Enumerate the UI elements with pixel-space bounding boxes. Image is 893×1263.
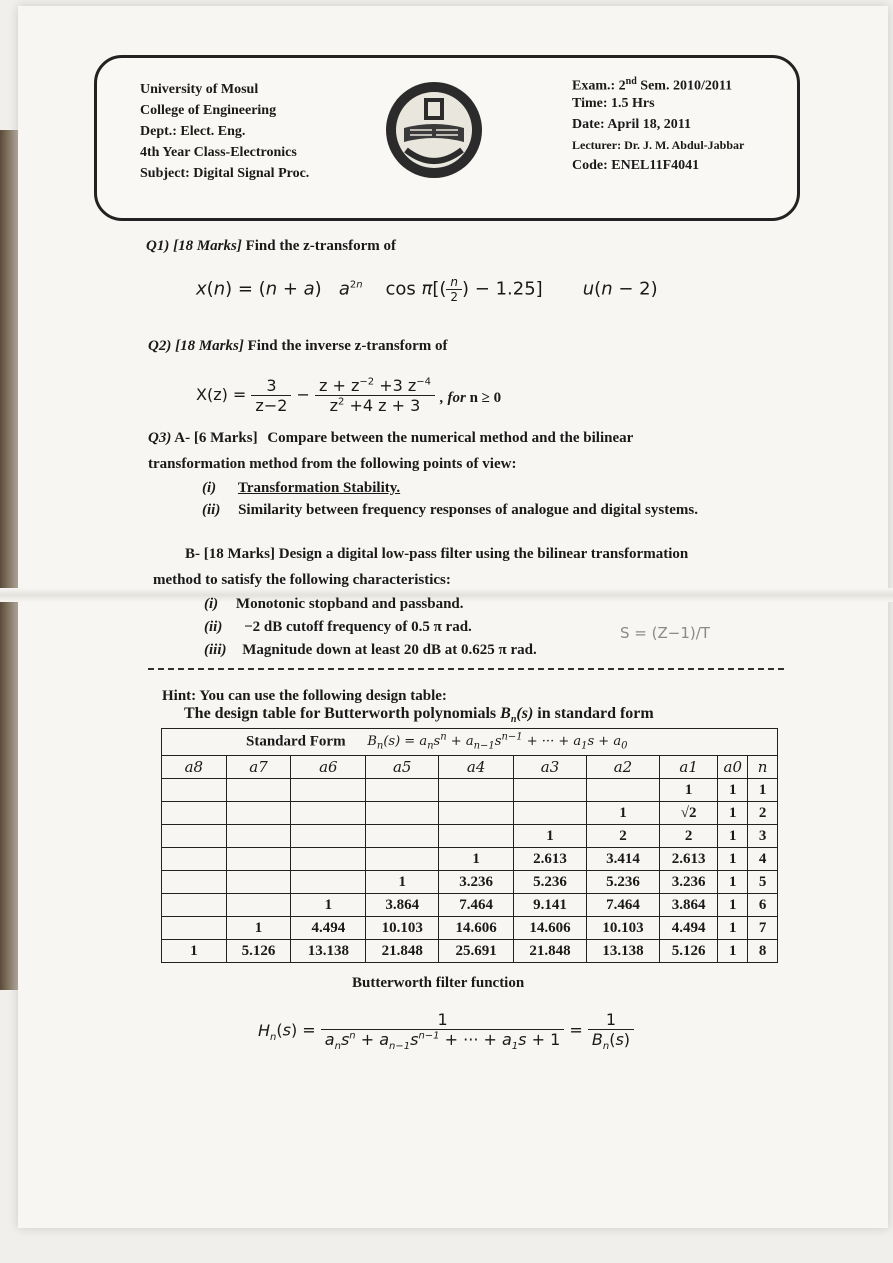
table-cell <box>439 825 514 848</box>
table-cell: 10.103 <box>366 917 439 940</box>
table-cell: 6 <box>748 894 778 917</box>
table-cell <box>162 802 227 825</box>
table-cell: 3 <box>748 825 778 848</box>
table-row <box>162 779 778 802</box>
table-title: The design table for Butterworth polynomials $B_n(s)$ in standard form <box>184 705 654 726</box>
table-cell: 21.848 <box>514 940 587 963</box>
standard-form-equation: $B_n(s) = a_ns^n + a_{n-1}s^{n-1}$ + ··· + $a_1s + a_0$ <box>367 732 628 752</box>
table-cell <box>366 779 439 802</box>
table-cell: 3.236 <box>439 871 514 894</box>
dashed-divider <box>148 668 784 670</box>
table-cell: 5.236 <box>587 871 660 894</box>
table-cell <box>226 848 291 871</box>
table-cell: 5.126 <box>659 940 718 963</box>
q1-heading <box>146 238 396 255</box>
q2-equation: X(z) = $\frac{3}{z-2}$ − $\frac{z + z^{-2} +3 z^{-4}}{z^2 +4 z + 3}$ <box>196 376 435 415</box>
table-cell <box>291 802 366 825</box>
q3a-text1: Compare between the numerical method and the bilinear <box>267 430 634 446</box>
q3a-item-2 <box>202 502 698 519</box>
q3a-item-2-text: Similarity between frequency responses of analogue and digital systems. <box>238 502 698 518</box>
university-seal-icon <box>384 80 484 180</box>
column-header: a4 <box>439 756 514 779</box>
table-cell <box>162 871 227 894</box>
table-cell: 13.138 <box>291 940 366 963</box>
q1-marks: [18 Marks] <box>173 238 242 254</box>
header-department: Dept.: Elect. Eng. <box>140 124 246 139</box>
table-cell: 7 <box>748 917 778 940</box>
q3a-heading <box>148 430 633 447</box>
table-cell: 7.464 <box>439 894 514 917</box>
table-cell: 21.848 <box>366 940 439 963</box>
column-header: a2 <box>587 756 660 779</box>
table-cell: 2 <box>587 825 660 848</box>
table-cell: 5 <box>748 871 778 894</box>
q3a-item-1 <box>202 480 400 497</box>
table-header-row <box>162 756 778 779</box>
table-cell: 1 <box>718 940 748 963</box>
table-cell: 1 <box>718 894 748 917</box>
table-cell: 1 <box>718 871 748 894</box>
column-header: a5 <box>366 756 439 779</box>
table-cell <box>439 802 514 825</box>
q2-label: Q2) <box>148 338 172 354</box>
table-cell <box>226 802 291 825</box>
table-cell: 4.494 <box>659 917 718 940</box>
q1-equation: x(n) = (n + a) $a^{2n}$ cos π[( $\frac{n}{2}$ ) − 1.25] u(n − 2) <box>196 275 658 304</box>
q3b-item-3-text: Magnitude down at least 20 dB at 0.625 π rad. <box>242 642 537 658</box>
table-cell: 1 <box>226 917 291 940</box>
header-code: Code: ENEL11F4041 <box>572 158 700 173</box>
table-cell: 13.138 <box>587 940 660 963</box>
q3b-item-3 <box>204 642 537 659</box>
q1-label: Q1) <box>146 238 170 254</box>
table-cell: 2 <box>659 825 718 848</box>
table-cell: 1 <box>718 917 748 940</box>
table-row <box>162 871 778 894</box>
q2-marks: [18 Marks] <box>175 338 244 354</box>
table-cell <box>291 779 366 802</box>
table-cell: 1 <box>659 779 718 802</box>
q2-condition: , for n ≥ 0 <box>440 390 502 406</box>
q3a-item-1-num: (i) <box>202 480 217 496</box>
column-header: a1 <box>659 756 718 779</box>
table-row <box>162 940 778 963</box>
table-cell: 1 <box>718 848 748 871</box>
table-cell: 5.236 <box>514 871 587 894</box>
table-cell <box>439 779 514 802</box>
q3b-item-3-num: (iii) <box>204 642 227 658</box>
table-cell: 3.864 <box>366 894 439 917</box>
q2-text: Find the inverse z-transform of <box>247 338 448 354</box>
filter-function-label: Butterworth filter function <box>352 975 525 991</box>
q3a-marks: A- [6 Marks] <box>174 430 258 446</box>
q3b-item-2-text: −2 dB cutoff frequency of 0.5 π rad. <box>244 619 472 635</box>
table-cell: 9.141 <box>514 894 587 917</box>
column-header: a6 <box>291 756 366 779</box>
table-cell: 1 <box>291 894 366 917</box>
table-cell <box>162 848 227 871</box>
table-cell: 1 <box>587 802 660 825</box>
table-cell <box>226 825 291 848</box>
table-cell <box>226 779 291 802</box>
q3b-item-1-num: (i) <box>204 596 219 612</box>
table-cell: 7.464 <box>587 894 660 917</box>
column-header: a0 <box>718 756 748 779</box>
column-header: a7 <box>226 756 291 779</box>
table-cell <box>366 802 439 825</box>
table-cell <box>226 871 291 894</box>
table-cell <box>226 894 291 917</box>
table-cell <box>162 779 227 802</box>
table-body <box>162 779 778 963</box>
column-header: n <box>748 756 778 779</box>
table-cell: 4.494 <box>291 917 366 940</box>
table-cell: 3.236 <box>659 871 718 894</box>
q3-label: Q3) <box>148 430 172 446</box>
q3b-text2: method to satisfy the following characteristics: <box>153 572 451 588</box>
table-cell: 3.414 <box>587 848 660 871</box>
table-row <box>162 825 778 848</box>
butterworth-table <box>161 728 778 963</box>
table-cell: 2.613 <box>659 848 718 871</box>
table-cell <box>291 848 366 871</box>
table-row <box>162 917 778 940</box>
table-cell: 1 <box>718 802 748 825</box>
q1-text: Find the z-transform of <box>245 238 396 254</box>
table-cell <box>366 848 439 871</box>
header-class: 4th Year Class-Electronics <box>140 145 297 160</box>
q3a-item-1-text: Transformation Stability. <box>237 480 401 496</box>
table-cell <box>291 825 366 848</box>
header-university: University of Mosul <box>140 82 259 97</box>
pencil-annotation: S = (Z−1)/T <box>620 624 710 642</box>
header-lecturer: Lecturer: Dr. J. M. Abdul-Jabbar <box>572 138 745 152</box>
table-cell: 1 <box>162 940 227 963</box>
header-date: Date: April 18, 2011 <box>572 117 691 132</box>
q3b-marks: B- [18 Marks] <box>185 546 275 562</box>
table-cell: 1 <box>718 779 748 802</box>
q3b-text1: Design a digital low-pass filter using the bilinear transformation <box>278 546 689 562</box>
header-subject: Subject: Digital Signal Proc. <box>140 166 310 181</box>
table-cell <box>162 825 227 848</box>
table-cell: 5.126 <box>226 940 291 963</box>
table-cell <box>514 779 587 802</box>
q3a-item-2-num: (ii) <box>202 502 221 518</box>
hint-text: Hint: You can use the following design table: <box>162 688 447 704</box>
table-cell: 25.691 <box>439 940 514 963</box>
q3b-item-2-num: (ii) <box>204 619 223 635</box>
table-cell: 1 <box>439 848 514 871</box>
table-cell <box>366 825 439 848</box>
table-cell <box>291 871 366 894</box>
column-header: a8 <box>162 756 227 779</box>
table-cell <box>162 917 227 940</box>
q3b-item-1 <box>204 596 464 613</box>
column-header: a3 <box>514 756 587 779</box>
table-row <box>162 894 778 917</box>
q3b-item-1-text: Monotonic stopband and passband. <box>235 596 464 612</box>
header-exam: Exam.: 2nd Sem. 2010/2011 <box>572 76 733 94</box>
filter-equation: $H_n(s)$ = $\frac{1}{a_ns^n + a_{n-1}s^{n-1} + \cdot\cdot\cdot + a_1s + 1}$ = $\frac{1}{B_n(s)}$ <box>258 1010 634 1052</box>
table-cell: 8 <box>748 940 778 963</box>
table-cell: 14.606 <box>439 917 514 940</box>
standard-form-label: Standard Form <box>246 733 346 750</box>
q3b-heading <box>185 546 688 563</box>
q2-heading <box>148 338 448 355</box>
table-cell: 2.613 <box>514 848 587 871</box>
table-cell <box>162 894 227 917</box>
header-time: Time: 1.5 Hrs <box>572 96 655 111</box>
table-cell: 1 <box>718 825 748 848</box>
table-cell: 4 <box>748 848 778 871</box>
table-row <box>162 729 778 756</box>
table-cell: 1 <box>514 825 587 848</box>
table-cell: 14.606 <box>514 917 587 940</box>
table-row <box>162 848 778 871</box>
table-cell: 2 <box>748 802 778 825</box>
table-cell <box>514 802 587 825</box>
table-cell: 10.103 <box>587 917 660 940</box>
table-cell: 1 <box>748 779 778 802</box>
table-cell: 3.864 <box>659 894 718 917</box>
table-cell: √2 <box>659 802 718 825</box>
header-college: College of Engineering <box>140 103 277 118</box>
q3a-text2: transformation method from the following points of view: <box>148 456 517 472</box>
q3b-item-2 <box>204 619 472 636</box>
standard-form-cell <box>162 729 778 756</box>
table-cell: 1 <box>366 871 439 894</box>
table-cell <box>587 779 660 802</box>
table-row <box>162 802 778 825</box>
